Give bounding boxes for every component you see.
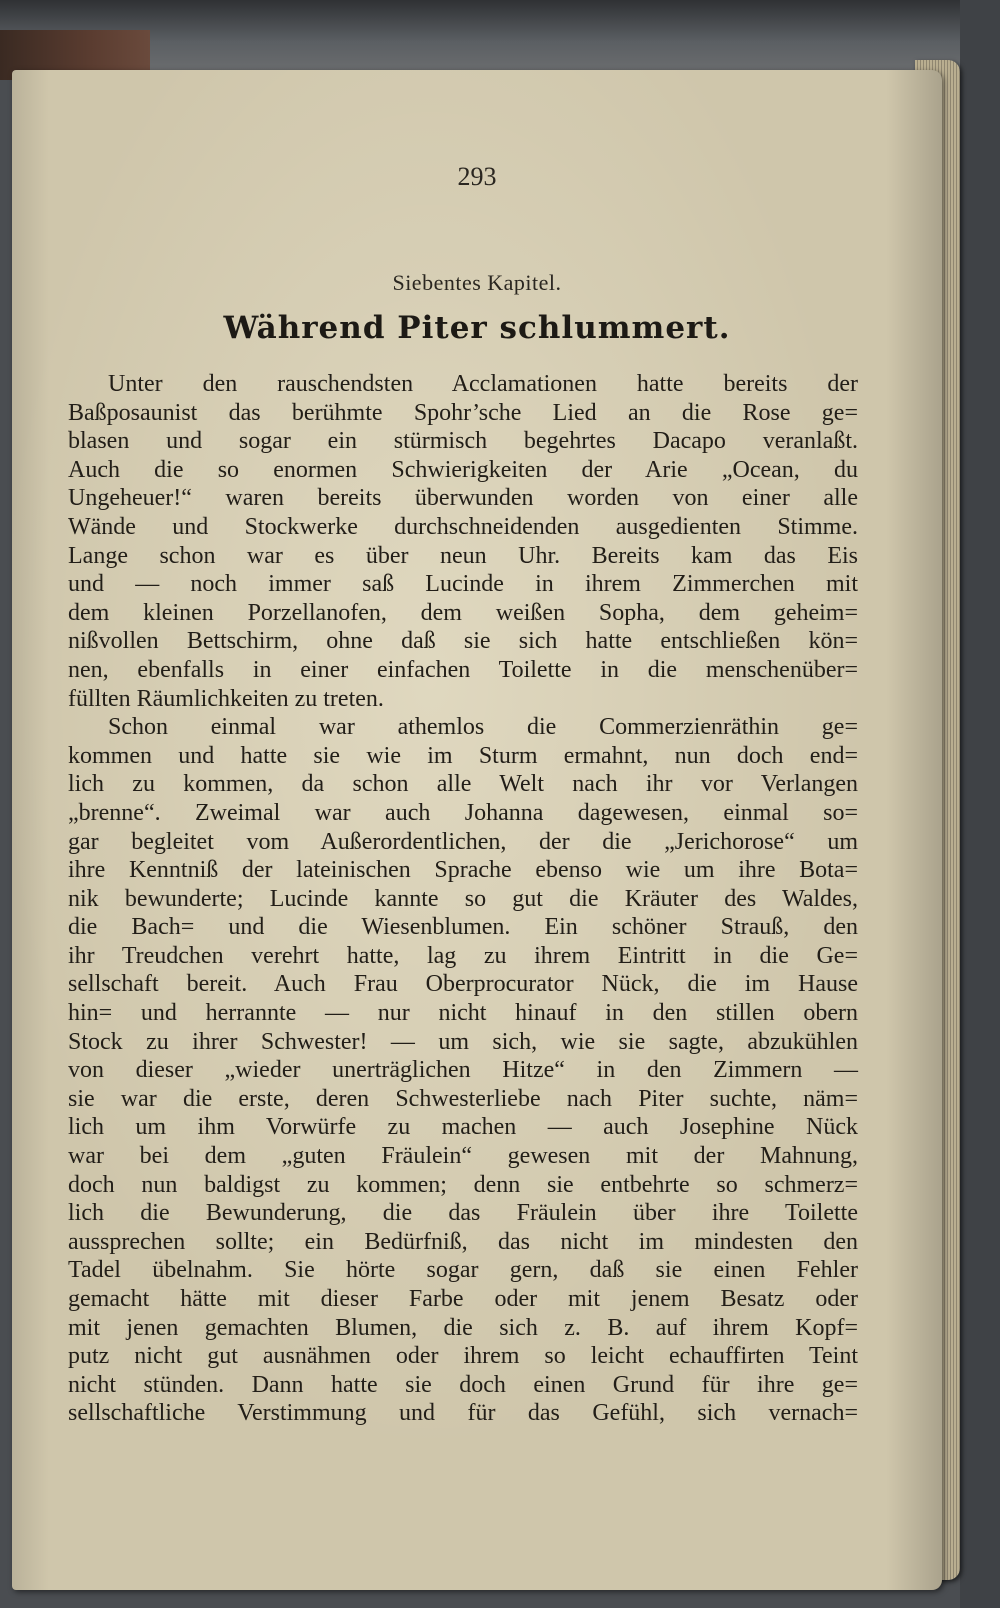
text-line: mit jenen gemachten Blumen, die sich z. B. auf ihrem Kopf= bbox=[68, 1314, 858, 1341]
text-line: nißvollen Bettschirm, ohne daß sie sich hatte entschließen kön= bbox=[68, 628, 858, 655]
text-line: lich um ihm Vorwürfe zu machen — auch Josephine Nück bbox=[68, 1114, 858, 1141]
scan-background-top bbox=[0, 0, 1000, 70]
paragraph-1 bbox=[68, 370, 858, 713]
text-line: Ungeheuer!“ waren bereits überwunden worden von einer alle bbox=[68, 485, 858, 512]
text-line: hin= und herrannte — nur nicht hinauf in den stillen obern bbox=[68, 1000, 858, 1027]
chapter-title: Während Piter schlummert. bbox=[223, 310, 731, 346]
chapter-label: Siebentes Kapitel. bbox=[392, 270, 562, 295]
text-line: Stock zu ihrer Schwester! — um sich, wie sie sagte, abzukühlen bbox=[68, 1028, 858, 1055]
text-line: lich zu kommen, da schon alle Welt nach ihr vor Verlangen bbox=[68, 771, 858, 798]
text-line: Unter den rauschendsten Acclamationen hatte bereits der bbox=[108, 371, 858, 397]
text-line: nicht stünden. Dann hatte sie doch einen Grund für ihre ge= bbox=[68, 1371, 858, 1398]
text-line: dem kleinen Porzellanofen, dem weißen Sopha, dem geheim= bbox=[68, 599, 858, 626]
text-line: doch nun baldigst zu kommen; denn sie entbehrte so schmerz= bbox=[68, 1171, 858, 1198]
text-line: Schon einmal war athemlos die Commerzienräthin ge= bbox=[108, 714, 858, 741]
text-line: sellschaft bereit. Auch Frau Oberprocurator Nück, die im Hause bbox=[68, 971, 858, 998]
text-line: nik bewunderte; Lucinde kannte so gut die Kräuter des Waldes, bbox=[68, 885, 858, 912]
text-line: gemacht hätte mit dieser Farbe oder mit jenem Besatz oder bbox=[68, 1286, 858, 1312]
text-line: war bei dem „guten Fräulein“ gewesen mit der Mahnung, bbox=[68, 1143, 858, 1170]
text-line: „brenne“. Zweimal war auch Johanna dagewesen, einmal so= bbox=[68, 799, 858, 826]
text-line: füllten Räumlichkeiten zu treten. bbox=[68, 685, 384, 712]
text-line: von dieser „wieder unerträglichen Hitze“ in den Zimmern — bbox=[68, 1057, 858, 1084]
text-line: die Bach= und die Wiesenblumen. Ein schöner Strauß, den bbox=[68, 914, 858, 941]
text-line: aussprechen sollte; ein Bedürfniß, das nicht im mindesten den bbox=[68, 1228, 858, 1255]
text-line: sie war die erste, deren Schwesterliebe nach Piter suchte, näm= bbox=[68, 1085, 858, 1112]
text-line: nen, ebenfalls in einer einfachen Toilette in die menschenüber= bbox=[68, 656, 858, 683]
text-line: Auch die so enormen Schwierigkeiten der Arie „Ocean, du bbox=[68, 456, 858, 483]
text-line: putz nicht gut ausnähmen oder ihrem so leicht echauffirten Teint bbox=[68, 1343, 858, 1370]
text-line: und — noch immer saß Lucinde in ihrem Zimmerchen mit bbox=[68, 571, 858, 598]
text-line: gar begleitet vom Außerordentlichen, der die „Jerichorose“ um bbox=[68, 828, 858, 855]
scan-background-right bbox=[960, 0, 1000, 1608]
text-line: lich die Bewunderung, die das Fräulein über ihre Toilette bbox=[68, 1200, 858, 1227]
text-line: sellschaftliche Verstimmung und für das Gefühl, sich vernach= bbox=[68, 1400, 858, 1427]
text-line: ihr Treudchen verehrt hatte, lag zu ihrem Eintritt in die Ge= bbox=[68, 942, 858, 969]
body-text bbox=[68, 370, 858, 1428]
text-line: Baßposaunist das berühmte Spohr’sche Lied an die Rose ge= bbox=[68, 399, 858, 426]
paragraph-2 bbox=[68, 713, 858, 1428]
text-line: Wände und Stockwerke durchschneidenden ausgedienten Stimme. bbox=[68, 513, 858, 540]
text-line: Lange schon war es über neun Uhr. Bereits kam das Eis bbox=[68, 542, 858, 569]
page-number: 293 bbox=[457, 162, 497, 191]
text-line: Tadel übelnahm. Sie hörte sogar gern, daß sie einen Fehler bbox=[68, 1257, 858, 1284]
text-line: ihre Kenntniß der lateinischen Sprache ebenso wie um ihre Bota= bbox=[68, 857, 858, 884]
text-line: blasen und sogar ein stürmisch begehrtes Dacapo veranlaßt. bbox=[68, 428, 858, 455]
text-line: kommen und hatte sie wie im Sturm ermahnt, nun doch end= bbox=[68, 742, 858, 769]
book-page bbox=[12, 70, 942, 1590]
